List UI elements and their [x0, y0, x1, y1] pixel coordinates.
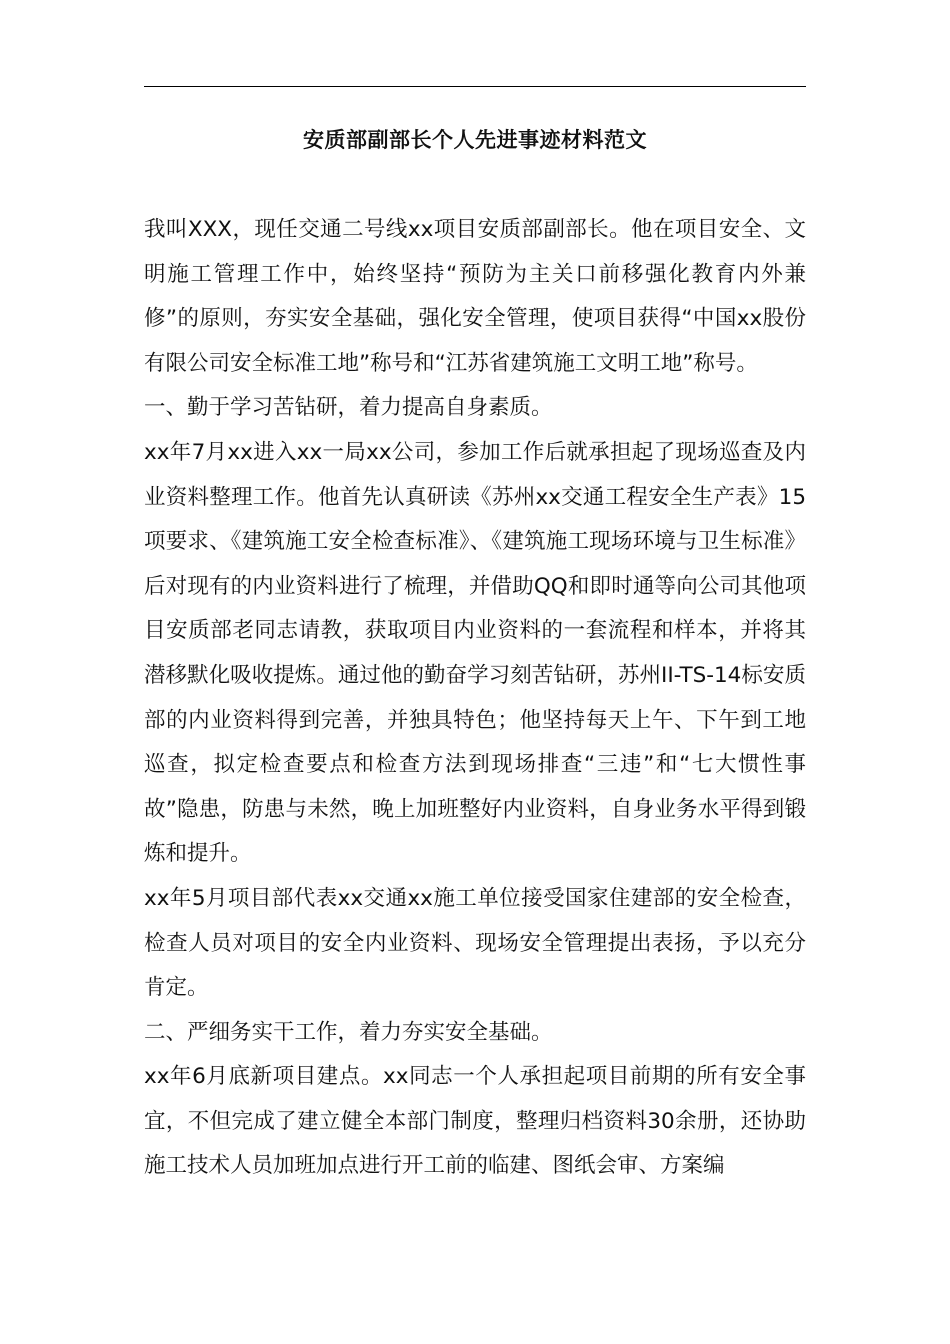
document-body: [144, 208, 806, 1189]
section-heading-2: 二、严细务实干工作，着力夯实安全基础。: [144, 1019, 553, 1045]
paragraph-new-project: xx年6月底新项目建点。xx同志一个人承担起项目前期的所有安全事宜，不但完成了建立健全本部门制度，整理归档资料30余册，还协助施工技术人员加班加点进行开工前的临建、图纸会审、方案编: [144, 1064, 806, 1179]
paragraph-intro: 我叫XXX，现任交通二号线xx项目安质部副部长。他在项目安全、文明施工管理工作中，始终坚持“预防为主关口前移强化教育内外兼修”的原则，夯实安全基础，强化安全管理，使项目获得“中国xx股份有限公司安全标准工地”称号和“江苏省建筑施工文明工地”称号。: [144, 217, 806, 376]
paragraph-inspection: xx年5月项目部代表xx交通xx施工单位接受国家住建部的安全检查，检查人员对项目的安全内业资料、现场安全管理提出表扬，予以充分肯定。: [144, 885, 806, 1001]
document-title: 安质部副部长个人先进事迹材料范文: [303, 128, 647, 152]
paragraph-study: xx年7月xx进入xx一局xx公司，参加工作后就承担起了现场巡查及内业资料整理工作。他首先认真研读《苏州xx交通工程安全生产表》15项要求、《建筑施工安全检查标准》、《建筑施工现场环境与卫生标准》后对现有的内业资料进行了梳理，并借助QQ和即时通等向公司其他项目安质部老同志请教，获取项目内业资料的一套流程和样本，并将其潜移默化吸收提炼。通过他的勤奋学习刻苦钻研，苏州II-TS-14标安质部的内业资料得到完善，并独具特色；他坚持每天上午、下午到工地巡查，拟定检查要点和检查方法到现场排查“三违”和“七大惯性事故”隐患，防患与未然，晚上加班整好内业资料，自身业务水平得到锻炼和提升。: [144, 439, 806, 867]
section-heading-1: 一、勤于学习苦钻研，着力提高自身素质。: [144, 395, 553, 421]
header-rule: [144, 86, 806, 87]
